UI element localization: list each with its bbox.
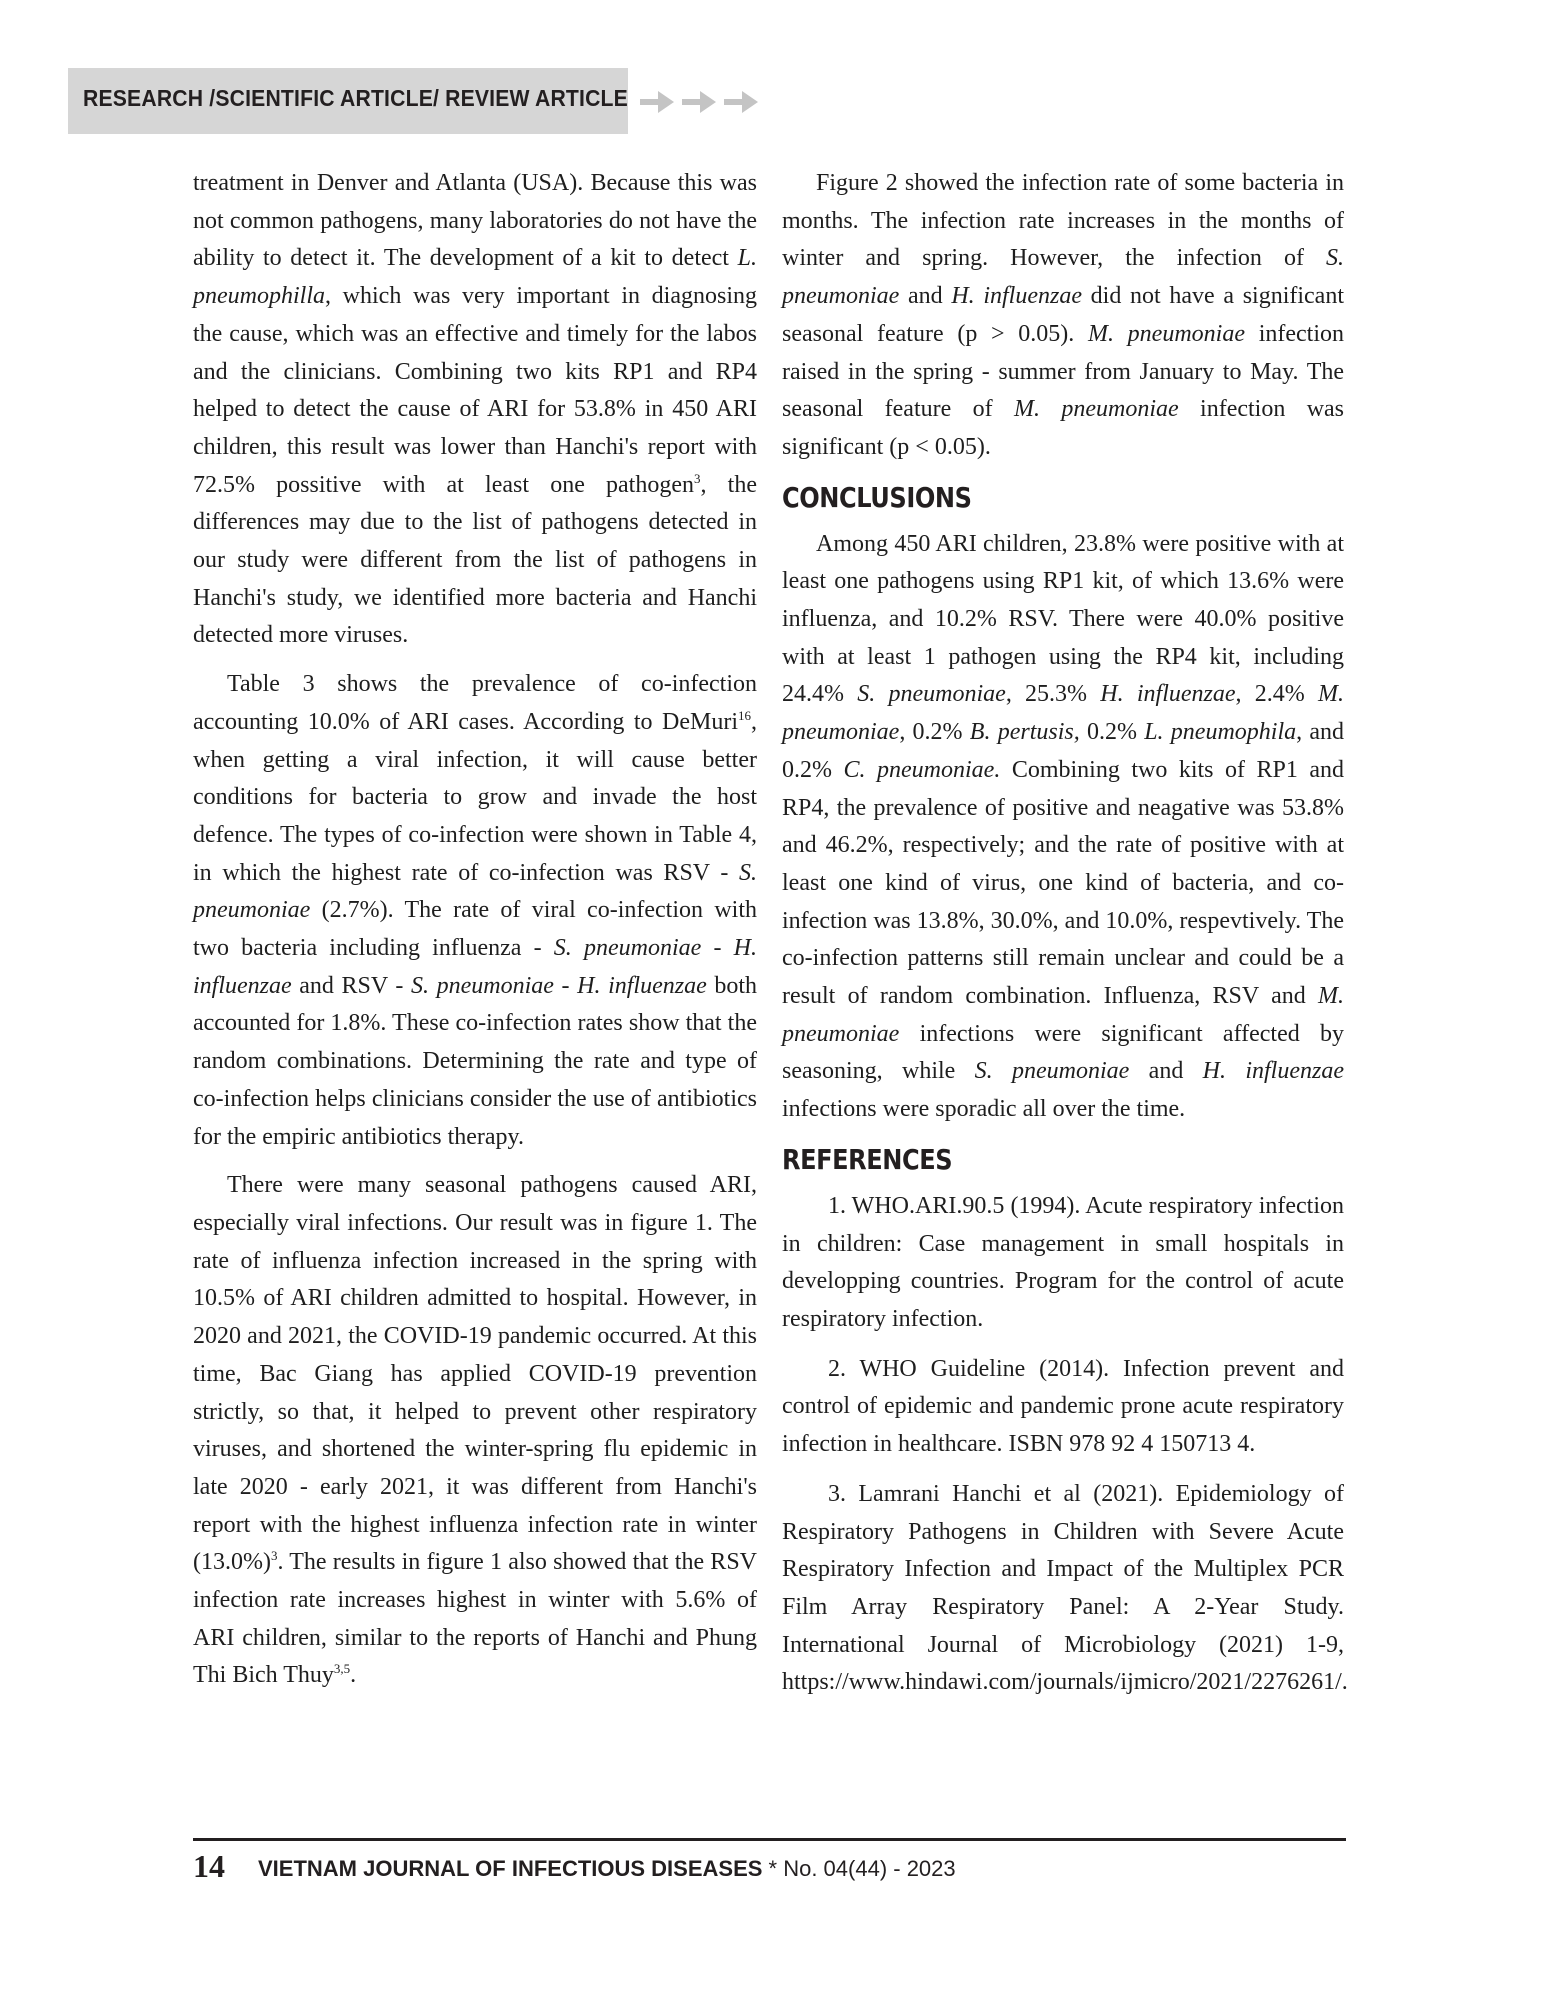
page-number: 14	[193, 1848, 225, 1884]
journal-issue: * No. 04(44) - 2023	[762, 1856, 956, 1881]
paragraph: treatment in Denver and Atlanta (USA). Because this was not common pathogens, many laboratories do not have the ability to detect it. The development of a kit to detect L. pneumophilla, which was very important in diagnosing the cause, which was an effective and timely for the labos and the clinicians. Combining two kits RP1 and RP4 helped to detect the cause of ARI for 53.8% in 450 ARI children, this result was lower than Hanchi's report with 72.5% possitive with at least one pathogen$^3$, the differences may due to the list of pathogens detected in our study were different from the list of pathogens in Hanchi's study, we identified more bacteria and Hanchi detected more viruses.	[193, 170, 757, 649]
reference-item: 3. Lamrani Hanchi et al (2021). Epidemiology of Respiratory Pathogens in Children with Severe Acute Respiratory Infection and Impact of the Multiplex PCR Film Array Respiratory Panel: A 2-Year Study. International Journal of Microbiology (2021) 1-9, https://www.hindawi.com/journals/ijmicro/2021/2276261/.	[782, 1480, 1348, 1696]
journal-footer	[258, 1856, 956, 1882]
conclusions-heading: CONCLUSIONS	[782, 480, 972, 514]
journal-name: VIETNAM JOURNAL OF INFECTIOUS DISEASES	[258, 1856, 763, 1881]
left-column	[193, 165, 757, 1706]
right-column	[782, 165, 1348, 1714]
paragraph: There were many seasonal pathogens caused ARI, especially viral infections. Our result was in figure 1. The rate of influenza infection increased in the spring with 10.5% of ARI children admitted to hospital. However, in 2020 and 2021, the COVID-19 pandemic occurred. At this time, Bac Giang has applied COVID-19 prevention strictly, so that, it helped to prevent other respiratory viruses, and shortened the winter-spring flu epidemic in late 2020 - early 2021, it was different from Hanchi's report with the highest influenza infection rate in winter $(13.0\%)^3$. The results in figure 1 also showed that the RSV infection rate increases highest in winter with 5.6% of ARI children, similar to the reports of Hanchi and Phung Thi Bich Thuy$^{3,5}$.	[193, 1172, 757, 1689]
reference-item: 2. WHO Guideline (2014). Infection prevent and control of epidemic and pandemic prone acute respiratory infection in healthcare. ISBN 978 92 4 150713 4.	[782, 1355, 1344, 1458]
conclusions-paragraph: Among 450 ARI children, 23.8% were positive with at least one pathogens using RP1 kit, of which 13.6% were influenza, and 10.2% RSV. There were 40.0% positive with at least 1 pathogen using the RP4 kit, including 24.4% S. pneumoniae, 25.3% H. influenzae, 2.4% M. pneumoniae, 0.2% B. pertusis, 0.2% L. pneumophila, and 0.2% C. pneumoniae. Combining two kits of RP1 and RP4, the prevalence of positive and neagative was 53.8% and 46.2%, respectively; and the rate of positive with at least one kind of virus, one kind of bacteria, and co-infection was 13.8%, 30.0%, and 10.0%, respevtively. The co-infection patterns still remain unclear and could be a result of random combination. Influenza, RSV and M. pneumoniae infections were significant affected by seasoning, while S. pneumoniae and H. influenzae infections were sporadic all over the time.	[782, 530, 1345, 1123]
references-heading: REFERENCES	[782, 1142, 953, 1176]
section-label: RESEARCH /SCIENTIFIC ARTICLE/ REVIEW ARTICLE	[83, 85, 628, 111]
paragraph: Figure 2 showed the infection rate of some bacteria in months. The infection rate increases in the months of winter and spring. However, the infection of S. pneumoniae and H. influenzae did not have a significant seasonal feature (p > 0.05). M. pneumoniae infection raised in the spring - summer from January to May. The seasonal feature of M. pneumoniae infection was significant (p < 0.05).	[782, 170, 1345, 460]
arrow-decoration-icon	[640, 86, 790, 118]
reference-item: 1. WHO.ARI.90.5 (1994). Acute respiratory infection in children: Case management in small hospitals in developping countries. Program for the control of acute respiratory infection.	[782, 1192, 1344, 1332]
footer-rule	[193, 1838, 1346, 1841]
paragraph: Table 3 shows the prevalence of co-infection accounting 10.0% of ARI cases. According to DeMuri$^{16}$, when getting a viral infection, it will cause better conditions for bacteria to grow and invade the host defence. The types of co-infection were shown in Table 4, in which the highest rate of co-infection was RSV - S. pneumoniae (2.7%). The rate of viral co-infection with two bacteria including influenza - S. pneumoniae - H. influenzae and RSV - S. pneumoniae - H. influenzae both accounted for 1.8%. These co-infection rates show that the random combinations. Determining the rate and type of co-infection helps clinicians consider the use of antibiotics for the empiric antibiotics therapy.	[193, 671, 758, 1150]
